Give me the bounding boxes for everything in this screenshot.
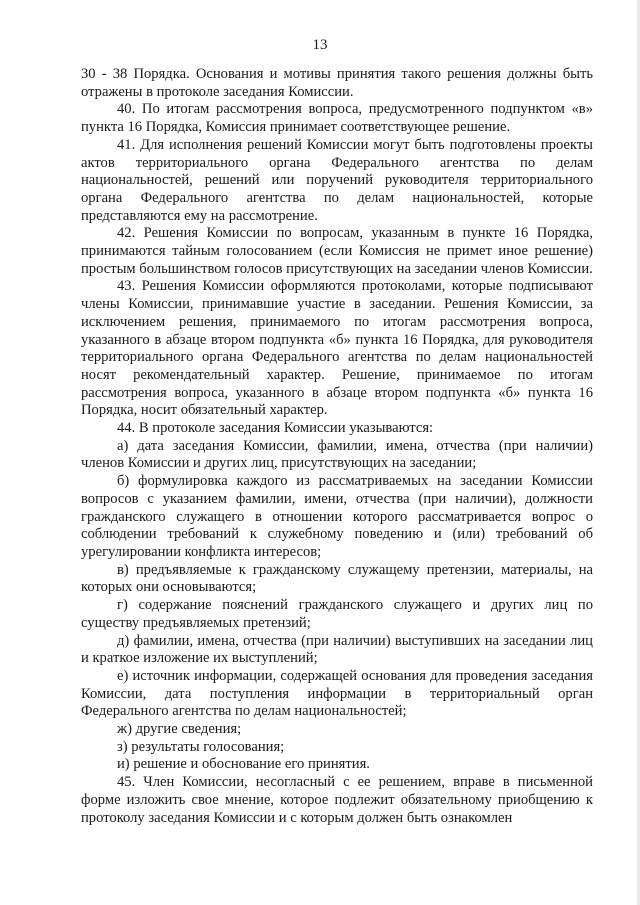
page-number: 13 [312, 37, 328, 53]
list-item-e: е) источник информации, содержащей основания для проведения заседания Комиссии, дата поступления информации в территориальный орган Федерального агентства по делам национальностей; [81, 667, 593, 720]
paragraph-44: 44. В протоколе заседания Комиссии указываются: [117, 420, 434, 437]
paragraph-41: 41. Для исполнения решений Комиссии могут быть подготовлены проекты актов территориального органа Федерального агентства по делам национальностей, решений или поручений руководителя территориального органа Федерального агентства по делам национальностей, которые представляются ему на рассмотрение. [81, 136, 593, 224]
list-item-zh: ж) другие сведения; [117, 721, 242, 738]
paragraph-end-of-39: 30 - 38 Порядка. Основания и мотивы принятия такого решения должны быть отражены в протоколе заседания Комиссии. [81, 66, 593, 100]
paragraph-42: 42. Решения Комиссии по вопросам, указанным в пункте 16 Порядка, принимаются тайным голосованием (если Комиссия не примет иное решение) простым большинством голосов присутствующих на заседании членов Комиссии. [81, 225, 593, 277]
list-item-z: з) результаты голосования; [117, 738, 285, 755]
list-item-b: б) формулировка каждого из рассматриваемых на заседании Комиссии вопросов с указанием фамилии, имени, отчества (при наличии), должности гражданского служащего в отношении которого рассматривается вопрос о соблюдении требований к служебному поведению и (или) требований об урегулировании конфликта интересов; [81, 473, 593, 560]
document-body [81, 66, 593, 827]
list-item-i: и) решение и обоснование его принятия. [117, 756, 370, 773]
list-item-d: д) фамилии, имена, отчества (при наличии) выступивших на заседании лиц и краткое изложение их выступлений; [81, 632, 593, 667]
paragraph-43: 43. Решения Комиссии оформляются протоколами, которые подписывают члены Комиссии, принимавшие участие в заседании. Решения Комиссии, за исключением решения, принимаемого по итогам рассмотрения вопроса, указанного в абзаце втором подпункта «б» пункта 16 Порядка, для руководителя территориального органа Федерального агентства по делам национальностей носят рекомендательный характер. Решение, принимаемое по итогам рассмотрения вопроса, указанного в абзаце втором подпункта «б» пункта 16 Порядка, носит обязательный характер. [81, 278, 593, 419]
list-item-a: а) дата заседания Комиссии, фамилии, имена, отчества (при наличии) членов Комиссии и других лиц, присутствующих на заседании; [81, 437, 593, 472]
list-item-g: г) содержание пояснений гражданского служащего и других лиц по существу предъявляемых претензий; [81, 597, 593, 631]
paragraph-40: 40. По итогам рассмотрения вопроса, предусмотренного подпунктом «в» пункта 16 Порядка, Комиссия принимает соответствующее решение. [81, 101, 593, 136]
list-item-v: в) предъявляемые к гражданскому служащему претензии, материалы, на которых они основываются; [81, 561, 593, 596]
paragraph-45: 45. Член Комиссии, несогласный с ее решением, вправе в письменной форме изложить свое мнение, которое подлежит обязательному приобщению к протоколу заседания Комиссии и с которым должен быть ознакомлен [81, 774, 593, 826]
